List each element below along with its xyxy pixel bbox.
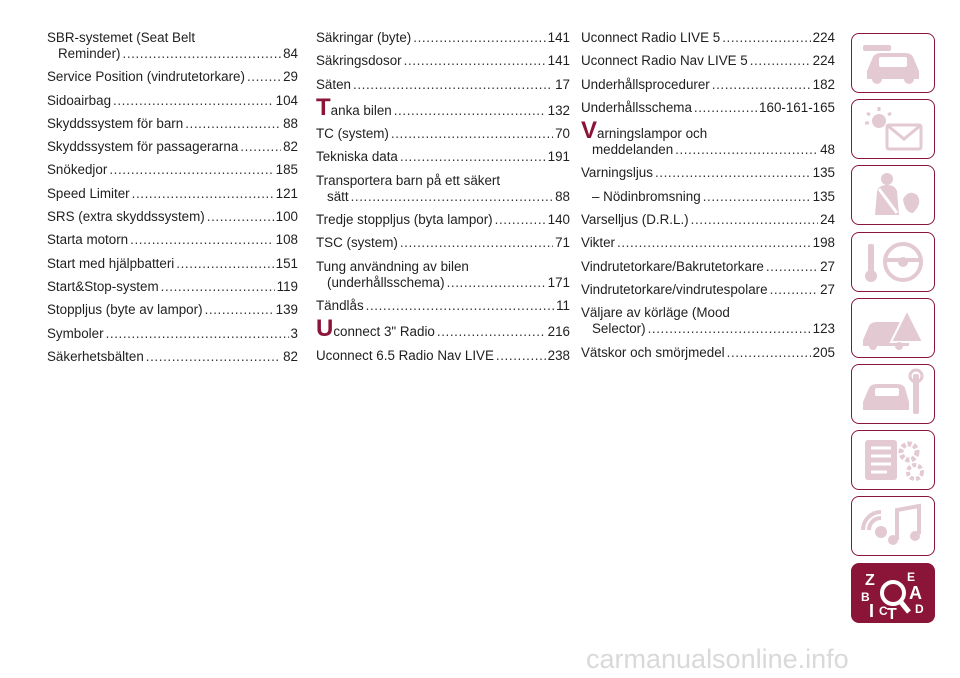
leader-dots (770, 282, 819, 298)
index-column-2 (316, 30, 570, 371)
leader-dots (675, 142, 818, 158)
index-entry-row (47, 116, 298, 132)
tab-emergency[interactable] (851, 298, 935, 358)
index-entry-text: Vikter (581, 235, 615, 251)
index-entry-title (581, 117, 835, 145)
index-entry[interactable] (47, 162, 298, 178)
leader-dots (146, 349, 281, 365)
index-entry-row (581, 142, 835, 158)
index-entry-label (316, 149, 398, 165)
page-number: 108 (275, 232, 298, 248)
index-entry-text: Säten (316, 76, 351, 92)
page-number: 224 (812, 53, 835, 69)
index-entry-title (581, 305, 835, 321)
leader-dots (106, 326, 289, 342)
index-entry-row (47, 349, 298, 365)
index-entry-label (316, 77, 351, 93)
index-entry-text: Selector) (592, 321, 646, 337)
index-entry-text: TSC (system) (316, 235, 398, 251)
index-entry-label (327, 189, 349, 205)
index-letter: E (907, 569, 916, 584)
index-entry-row (581, 165, 835, 181)
multimedia-icon (857, 500, 929, 552)
index-entry-text: Tändlås (316, 297, 364, 313)
index-entry-row (47, 162, 298, 178)
index-entry[interactable] (581, 100, 835, 116)
index-entry-row (581, 235, 835, 251)
index-entry-label (47, 139, 238, 155)
index-entry[interactable] (316, 315, 570, 343)
index-entry-row (581, 282, 835, 298)
leader-dots (694, 100, 757, 116)
index-entry-text: SBR-systemet (Seat Belt (47, 30, 196, 45)
page-number: 198 (812, 235, 835, 251)
index-entry-row (316, 77, 570, 93)
index-entry[interactable] (47, 93, 298, 109)
leader-dots (437, 324, 546, 340)
leader-dots (130, 232, 274, 248)
emergency-car-icon (857, 302, 929, 354)
tab-car-info[interactable] (851, 33, 935, 93)
leader-dots (207, 209, 274, 225)
page-number: 82 (283, 139, 298, 155)
page-number: 140 (547, 212, 570, 228)
index-entry-label (47, 279, 159, 295)
tab-multimedia[interactable] (851, 496, 935, 556)
index-entry-text: Stoppljus (byte av lampor) (47, 302, 203, 318)
leader-dots (247, 69, 281, 85)
index-column-3 (581, 30, 835, 368)
leader-dots (240, 139, 281, 155)
index-entry-row (47, 326, 298, 342)
page-number: 160-161-165 (759, 99, 835, 115)
index-entry-label (47, 162, 107, 178)
page-number: 191 (547, 149, 570, 165)
leader-dots (391, 126, 553, 142)
index-letter-initial: U (316, 315, 334, 343)
index-entry-title (316, 173, 570, 189)
leader-dots (655, 165, 811, 181)
index-entry-row (581, 321, 835, 337)
index-letter: C (879, 603, 888, 618)
index-entry-row (47, 209, 298, 225)
leader-dots (495, 212, 546, 228)
index-entry[interactable] (581, 235, 835, 251)
index-entry[interactable] (581, 282, 835, 298)
index-entry[interactable] (316, 149, 570, 165)
leader-dots (351, 189, 554, 205)
index-entry-row (316, 149, 570, 165)
index-entry-label (47, 186, 130, 202)
index-entry-row (581, 212, 835, 228)
leader-dots (722, 30, 810, 46)
index-entry-row (47, 46, 298, 62)
index-entry-row (316, 275, 570, 291)
index-letter: Z (865, 571, 875, 589)
page-number: 224 (812, 30, 835, 45)
leader-dots (113, 93, 274, 109)
page-number: 11 (556, 297, 570, 313)
leader-dots (161, 279, 275, 295)
index-entry-row (47, 93, 298, 109)
index-entry[interactable] (581, 117, 835, 158)
page-number: 238 (547, 347, 570, 363)
tab-warning-lights[interactable] (851, 99, 935, 159)
index-entry-label (47, 93, 111, 109)
index-entry-label (316, 53, 402, 69)
index-entry-row (581, 77, 835, 93)
index-entry[interactable] (581, 30, 835, 46)
index-entry-title (47, 30, 298, 46)
index-entry-label (592, 142, 673, 158)
index-entry[interactable] (47, 232, 298, 248)
index-entry-row (47, 256, 298, 272)
index-entry-text: Tekniska data (316, 149, 398, 165)
index-entry-label (581, 345, 725, 361)
leader-dots (703, 189, 811, 205)
page-number: 123 (812, 321, 835, 337)
leader-dots (404, 53, 546, 69)
leader-dots (617, 235, 811, 251)
page-number: 119 (276, 278, 298, 294)
car-info-icon (857, 37, 929, 89)
car-tools-icon (857, 368, 929, 420)
index-entry-row (581, 259, 835, 275)
leader-dots (176, 256, 273, 272)
watermark: carmanualsonline.info (586, 644, 849, 674)
index-entry-text: Tredje stoppljus (byta lampor) (316, 212, 493, 228)
index-entry-label (316, 298, 364, 314)
index-entry-row (47, 69, 298, 85)
index-entry-label (58, 46, 121, 62)
index-entry-label (581, 212, 689, 228)
leader-dots (366, 298, 554, 314)
index-entry-text: Uconnect Radio LIVE 5 (581, 30, 721, 45)
index-entry-text: Service Position (vindrutetorkare) (47, 69, 245, 85)
index-letter: B (861, 589, 870, 604)
index-entry-row (316, 348, 570, 364)
leader-dots (750, 53, 811, 69)
page-number: 70 (555, 126, 570, 142)
index-entry[interactable] (47, 116, 298, 132)
index-entry-label (327, 275, 445, 291)
index-entry-text: Vindrutetorkare/vindrutespolare (581, 281, 768, 297)
warning-lights-icon (857, 103, 929, 155)
index-entry-text: Underhållsschema (581, 99, 692, 115)
index-entry-label (47, 116, 183, 132)
tab-key-steering[interactable] (851, 232, 935, 292)
page-number: 17 (555, 76, 570, 92)
page-number: 82 (283, 348, 298, 364)
index-entry[interactable] (316, 93, 570, 121)
index-letter: T (887, 605, 897, 619)
index-letter: A (909, 582, 922, 603)
page-number: 84 (283, 46, 298, 61)
index-entry-label (581, 53, 748, 69)
index-entry-text: Väljare av körläge (Mood (581, 305, 730, 321)
index-entry-label (47, 209, 205, 225)
leader-dots (185, 116, 281, 132)
index-column-1 (47, 30, 298, 372)
index-entry-text: Starta motorn (47, 232, 129, 248)
index-entry-label (581, 100, 692, 116)
index-entry-text: – Nödinbromsning (592, 188, 701, 204)
index-entry-title (316, 259, 570, 275)
index-entry-label (316, 93, 392, 121)
index-entry-row (581, 30, 835, 46)
index-entry[interactable] (316, 30, 570, 46)
index-entry-text: Tung användning av bilen (316, 258, 469, 274)
index-entry-row (47, 302, 298, 318)
page-number: 141 (547, 53, 570, 69)
index-entry-text: Säkerhetsbälten (47, 348, 144, 364)
index-entry[interactable] (316, 77, 570, 93)
index-entry[interactable] (316, 53, 570, 69)
leader-dots (447, 275, 546, 291)
page-number: 205 (812, 344, 835, 360)
index-entry-row (47, 139, 298, 155)
leader-dots (109, 162, 273, 178)
index-entry-text: Underhållsprocedurer (581, 76, 710, 92)
page-number: 139 (275, 302, 298, 318)
index-entry[interactable] (581, 259, 835, 275)
page-number: 132 (547, 102, 570, 118)
index-entry-row (581, 53, 835, 69)
page-number: 27 (820, 258, 835, 274)
index-entry-label (47, 256, 174, 272)
page-number: 141 (547, 30, 570, 45)
index-entry-label (316, 348, 494, 364)
index-entry-label (581, 282, 768, 298)
index-letter-initial: V (581, 117, 598, 145)
leader-dots (691, 212, 818, 228)
index-entry-label (47, 302, 203, 318)
page-number: 185 (275, 162, 298, 178)
index-entry-text: Snökedjor (47, 162, 108, 178)
index-entry-text: Skyddssystem för passagerarna (47, 139, 239, 155)
index-entry-text: Varselljus (D.R.L.) (581, 212, 689, 228)
index-entry-text: Start&Stop-system (47, 278, 159, 294)
index-entry-text: Vindrutetorkare/Bakrutetorkare (581, 258, 764, 274)
index-entry-row (581, 100, 835, 116)
index-entry-label (316, 212, 493, 228)
page-number: 100 (275, 209, 298, 225)
index-entry-text: SRS (extra skyddssystem) (47, 209, 205, 225)
index-entry[interactable] (581, 345, 835, 361)
index-entry-row (316, 298, 570, 314)
index-entry[interactable] (316, 298, 570, 314)
index-entry-row (47, 279, 298, 295)
index-entry-text: arningslampor och (597, 126, 708, 142)
page-number: 135 (812, 165, 835, 181)
page-number: 171 (547, 274, 570, 290)
tab-alphabetical-index[interactable] (851, 563, 935, 623)
index-entry[interactable] (581, 53, 835, 69)
leader-dots (496, 348, 546, 364)
index-entry-text: Symboler (47, 325, 104, 341)
index-entry-label (316, 30, 411, 46)
index-entry[interactable] (316, 348, 570, 364)
key-steering-wheel-icon (857, 236, 929, 288)
index-entry[interactable] (47, 139, 298, 155)
index-entry-row (316, 212, 570, 228)
index-entry[interactable] (47, 279, 298, 295)
tab-car-tools[interactable] (851, 364, 935, 424)
index-entry-label (592, 189, 701, 205)
index-entry[interactable] (47, 186, 298, 202)
index-entry-text: sätt (327, 188, 349, 204)
index-entry[interactable] (47, 302, 298, 318)
tab-technical-data[interactable] (851, 430, 935, 490)
index-entry[interactable] (47, 326, 298, 342)
index-entry-text: Sidoairbag (47, 92, 112, 108)
page-number: 88 (555, 188, 570, 204)
index-entry[interactable] (581, 165, 835, 181)
page-number: 24 (820, 212, 835, 228)
page-number: 48 (820, 142, 835, 158)
index-letter: D (915, 601, 924, 616)
index-entry-label (316, 235, 398, 251)
page-number: 29 (283, 69, 298, 85)
index-entry-label (47, 69, 245, 85)
index-entry-label (316, 126, 389, 142)
index-entry[interactable] (316, 235, 570, 251)
index-entry-text: Uconnect 6.5 Radio Nav LIVE (316, 347, 494, 363)
page-number: 27 (820, 281, 835, 297)
leader-dots (123, 46, 282, 62)
index-entry[interactable] (47, 30, 298, 62)
index-entry-text: Reminder) (58, 46, 121, 61)
leader-dots (132, 186, 274, 202)
index-entry-text: meddelanden (592, 142, 674, 158)
index-entry-text: Varningsljus (581, 165, 653, 181)
index-entry[interactable] (581, 77, 835, 93)
index-entry-label (592, 321, 646, 337)
index-entry[interactable] (47, 256, 298, 272)
leader-dots (648, 321, 811, 337)
leader-dots (353, 77, 553, 93)
index-entry-text: Transportera barn på ett säkert (316, 172, 501, 188)
index-entry-text: Speed Limiter (47, 185, 130, 201)
index-entry[interactable] (581, 212, 835, 228)
index-entry-text: Uconnect Radio Nav LIVE 5 (581, 53, 748, 69)
index-entry-label (47, 349, 144, 365)
index-entry-row (316, 315, 570, 343)
page-number: 135 (812, 188, 835, 204)
index-entry-row (316, 126, 570, 142)
chapter-tabs (851, 33, 935, 629)
index-entry[interactable] (47, 209, 298, 225)
index-entry-label (47, 326, 104, 342)
safety-seatbelt-icon (857, 169, 929, 221)
index-entry[interactable] (316, 173, 570, 205)
page-number: 121 (275, 185, 298, 201)
page-number: 3 (290, 325, 298, 341)
index-entry-text: Vätskor och smörjmedel (581, 344, 725, 360)
index-entry[interactable] (316, 259, 570, 291)
index-entry-label (581, 259, 764, 275)
index-entry-text: Skyddssystem för barn (47, 115, 184, 131)
index-entry-label (581, 165, 653, 181)
alphabetical-index-icon (857, 567, 929, 619)
technical-data-icon (857, 434, 929, 486)
index-letter-initial: T (316, 93, 331, 121)
index-entry-label (316, 315, 435, 343)
index-entry-text: anka bilen (330, 102, 392, 118)
index-entry-row (316, 30, 570, 46)
index-entry-text: Säkringsdosor (316, 53, 402, 69)
page-number: 104 (275, 92, 298, 108)
index-entry[interactable] (581, 189, 835, 205)
leader-dots (205, 302, 274, 318)
leader-dots (400, 235, 553, 251)
index-letter: I (869, 600, 875, 619)
index-entry-row (316, 235, 570, 251)
leader-dots (727, 345, 811, 361)
index-entry-text: (underhållsschema) (327, 274, 445, 290)
index-entry-label (581, 235, 615, 251)
index-entry[interactable] (316, 126, 570, 142)
index-entry[interactable] (47, 349, 298, 365)
index-entry[interactable] (316, 212, 570, 228)
page-number: 182 (812, 76, 835, 92)
index-entry-text: connect 3" Radio (333, 324, 435, 340)
index-entry-row (47, 232, 298, 248)
index-entry[interactable] (47, 69, 298, 85)
index-entry-row (47, 186, 298, 202)
leader-dots (394, 103, 546, 119)
tab-safety[interactable] (851, 165, 935, 225)
index-entry-row (581, 189, 835, 205)
index-entry-text: Säkringar (byte) (316, 30, 412, 45)
leader-dots (766, 259, 818, 275)
leader-dots (413, 30, 545, 46)
page-number: 88 (283, 115, 298, 131)
page-number: 216 (547, 324, 570, 340)
index-entry-row (316, 93, 570, 121)
page-number: 71 (555, 235, 570, 251)
index-entry-text: TC (system) (316, 126, 389, 142)
index-entry-label (581, 30, 720, 46)
index-entry-label (47, 232, 128, 248)
index-entry-label (581, 77, 710, 93)
leader-dots (400, 149, 546, 165)
index-entry-row (316, 53, 570, 69)
index-entry-row (316, 189, 570, 205)
index-entry-text: Start med hjälpbatteri (47, 255, 175, 271)
page-number: 151 (275, 255, 298, 271)
index-entry[interactable] (581, 305, 835, 337)
leader-dots (712, 77, 811, 93)
index-entry-row (581, 345, 835, 361)
